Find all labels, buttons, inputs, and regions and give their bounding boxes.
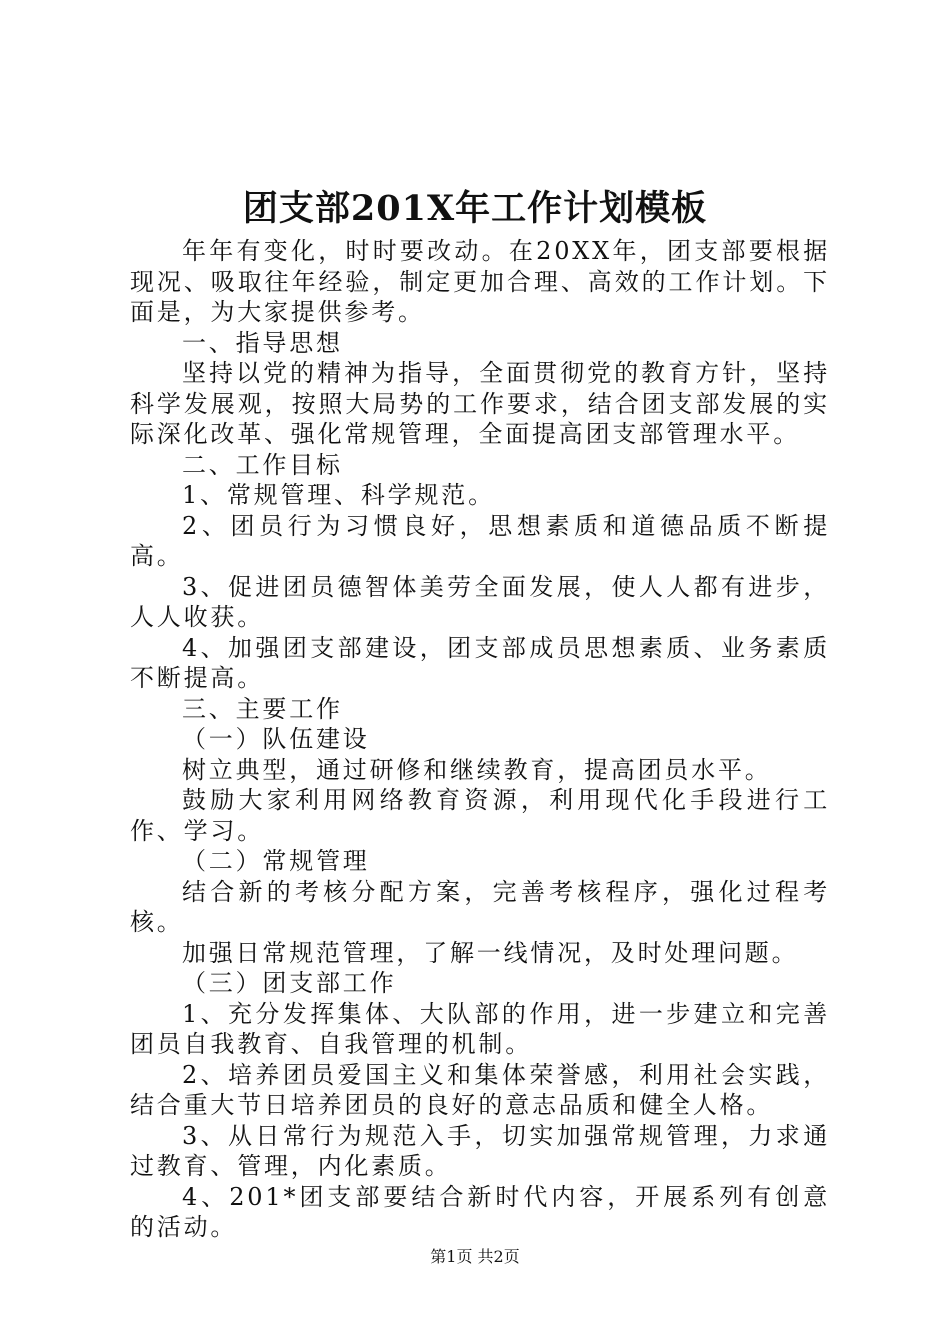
heading-guiding-ideology: 一、指导思想 — [182, 328, 343, 357]
goal-item-3: 3、促进团员德智体美劳全面发展，使人人都有进步，人人收获。 — [130, 572, 830, 631]
branch-work-item-1: 1、充分发挥集体、大队部的作用，进一步建立和完善团员自我教育、自我管理的机制。 — [130, 999, 830, 1058]
subheading-team-building: （一）队伍建设 — [182, 725, 370, 753]
branch-work-item-2: 2、培养团员爱国主义和集体荣誉感，利用社会实践，结合重大节日培养团员的良好的意志品质和健全人格。 — [130, 1060, 830, 1119]
subheading-branch-work: （三）团支部工作 — [182, 969, 397, 997]
branch-work-item-4: 4、201*团支部要结合新时代内容，开展系列有创意的活动。 — [130, 1182, 830, 1241]
paragraph-intro: 年年有变化，时时要改动。在20XX年，团支部要根据现况、吸取往年经验，制定更加合理、高效的工作计划。下面是，为大家提供参考。 — [130, 237, 830, 326]
paragraph-team-building-1: 树立典型，通过研修和继续教育，提高团员水平。 — [182, 755, 772, 784]
paragraph-team-building-2: 鼓励大家利用网络教育资源，利用现代化手段进行工作、学习。 — [130, 786, 830, 845]
goal-item-2: 2、团员行为习惯良好，思想素质和道德品质不断提高。 — [130, 511, 830, 570]
paragraph-routine-management-1: 结合新的考核分配方案，完善考核程序，强化过程考核。 — [130, 877, 830, 936]
document-title: 团支部201X年工作计划模板 — [242, 188, 708, 229]
page-number-footer: 第1页 共2页 — [430, 1247, 520, 1266]
heading-main-work: 三、主要工作 — [182, 694, 343, 723]
paragraph-guiding-ideology: 坚持以党的精神为指导，全面贯彻党的教育方针，坚持科学发展观，按照大局势的工作要求，结合团支部发展的实际深化改革、强化常规管理，全面提高团支部管理水平。 — [130, 359, 830, 448]
goal-item-1: 1、常规管理、科学规范。 — [182, 481, 495, 509]
heading-work-goals: 二、工作目标 — [182, 450, 343, 479]
document-body — [130, 236, 830, 1243]
subheading-routine-management: （二）常规管理 — [182, 847, 370, 875]
goal-item-4: 4、加强团支部建设，团支部成员思想素质、业务素质不断提高。 — [130, 633, 830, 692]
branch-work-item-3: 3、从日常行为规范入手，切实加强常规管理，力求通过教育、管理，内化素质。 — [130, 1121, 830, 1180]
paragraph-routine-management-2: 加强日常规范管理，了解一线情况，及时处理问题。 — [182, 938, 799, 967]
